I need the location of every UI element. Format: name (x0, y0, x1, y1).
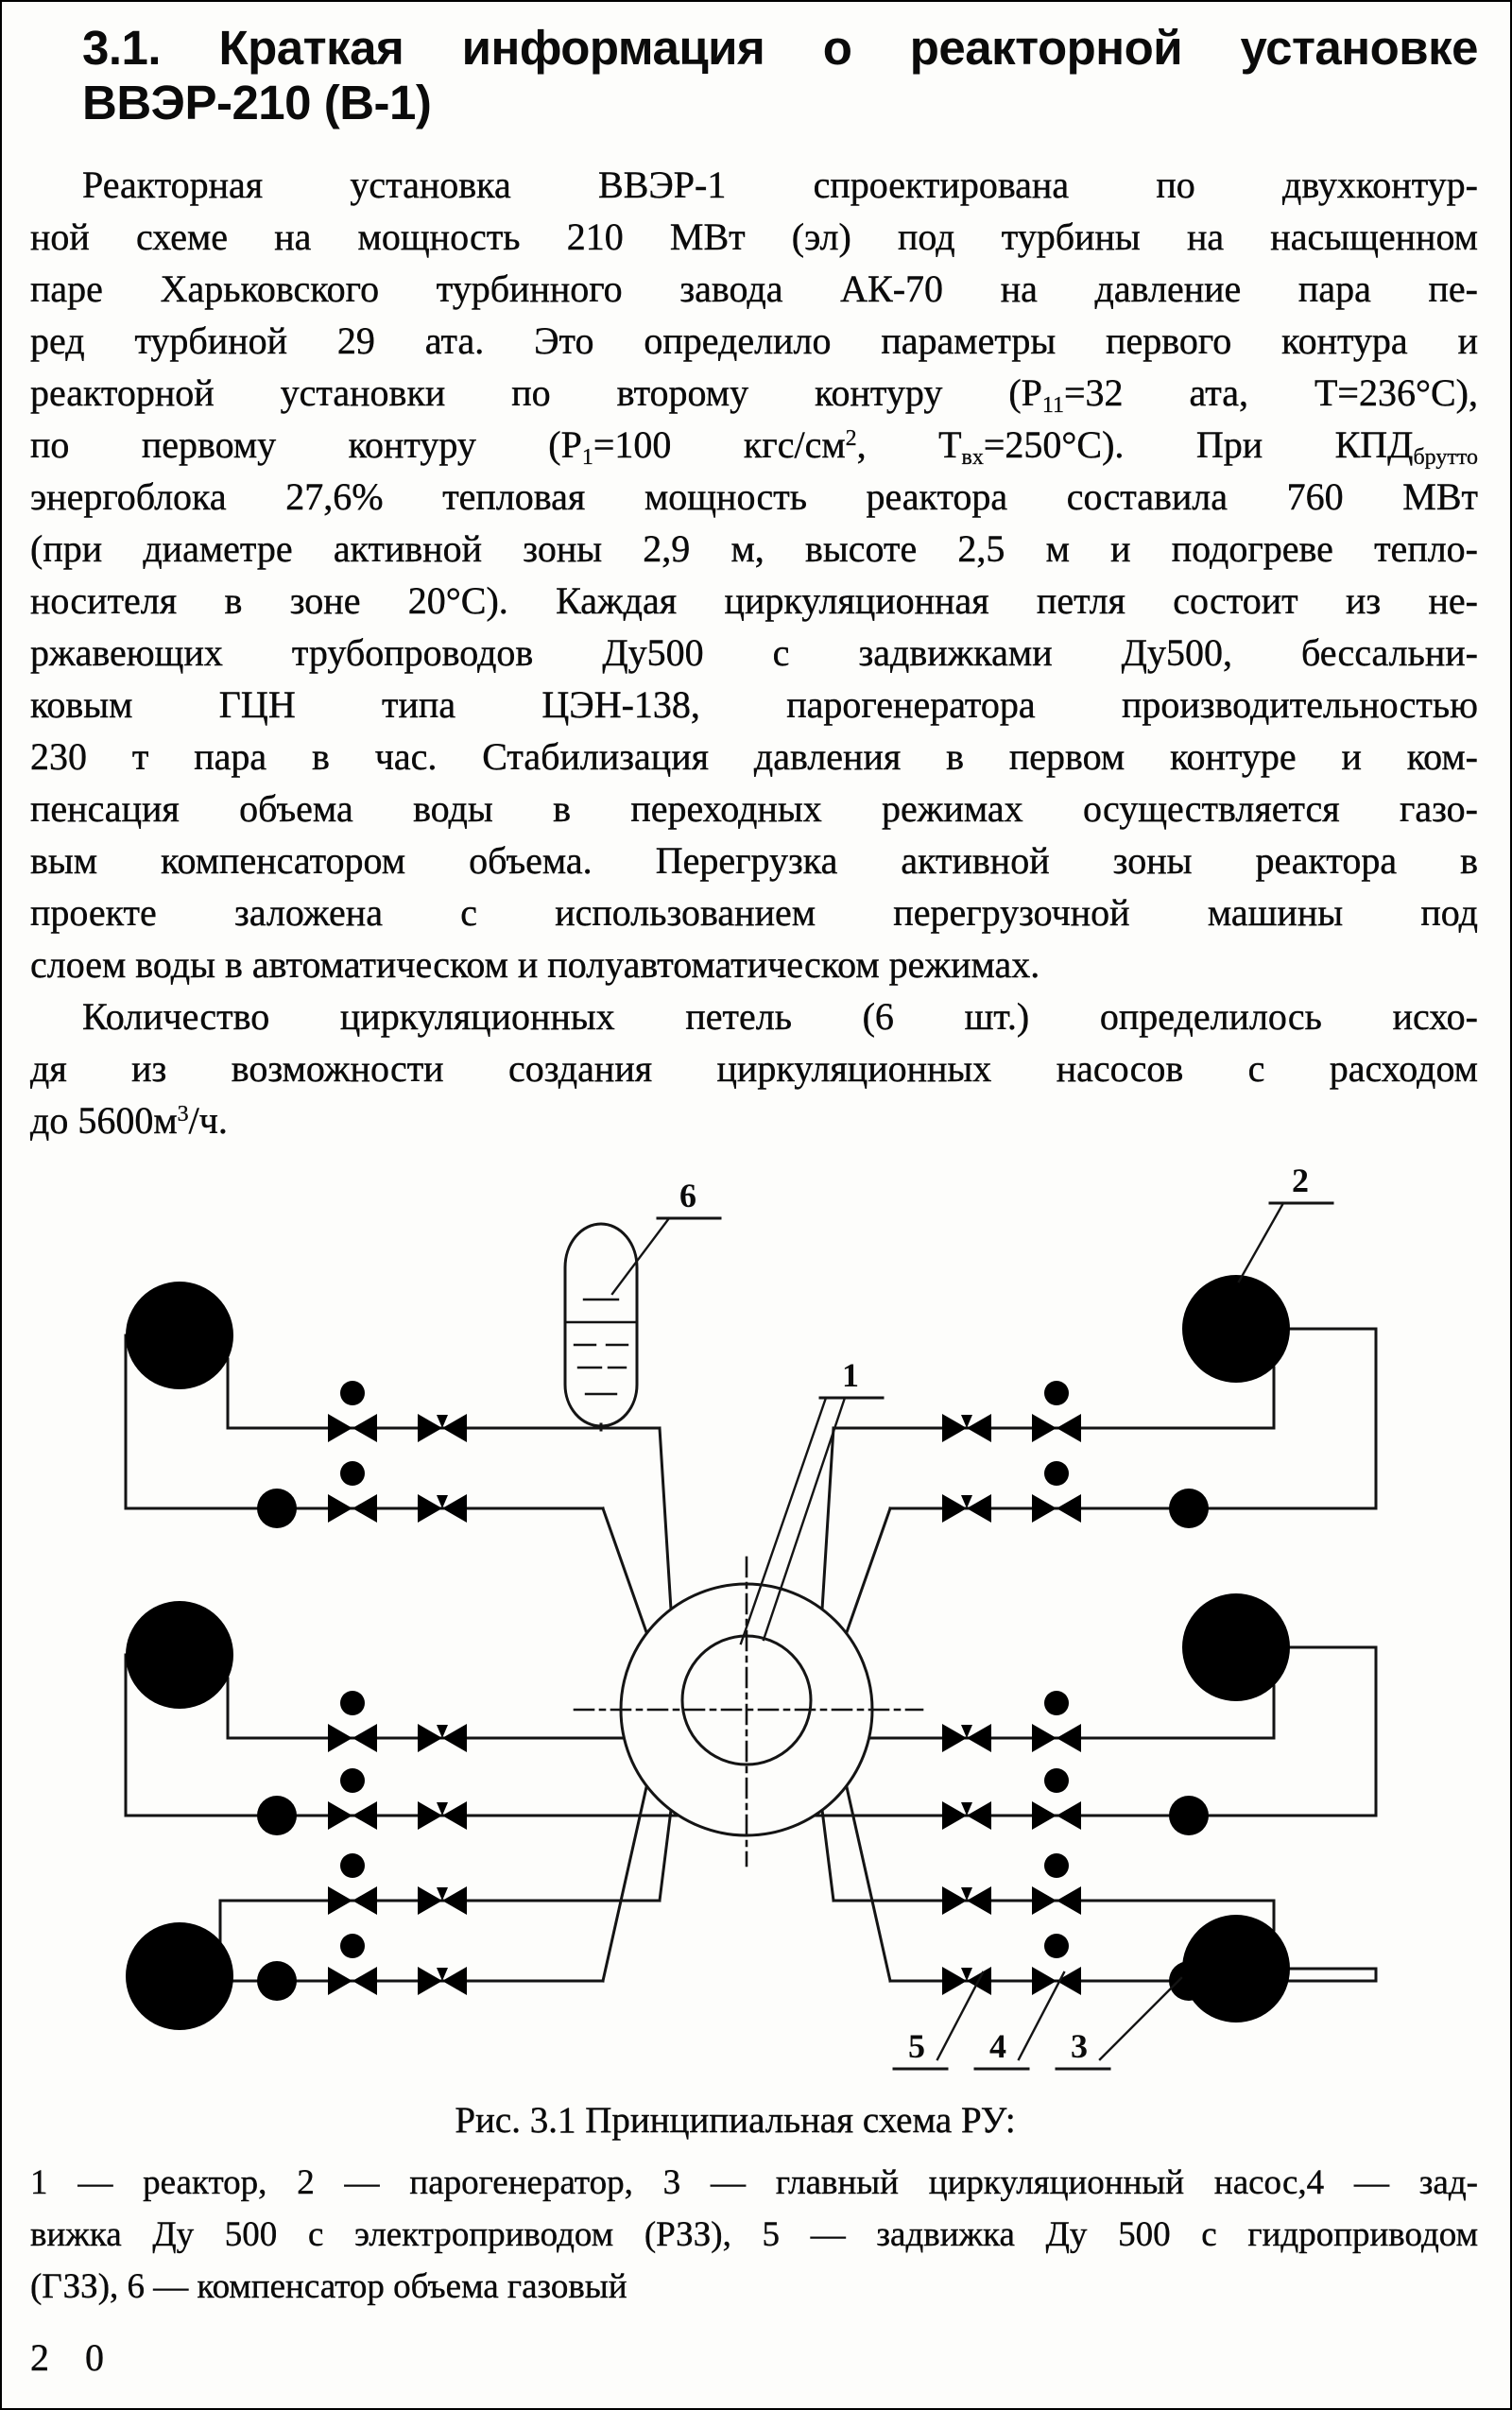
label-valve-hydraulic (894, 1972, 983, 2069)
text-line: проекте заложена с использованием перегрузочной машины под (30, 891, 1478, 934)
pipes-loop2-right (814, 1647, 1376, 1816)
text-line: реакторной установки по второму контуру ($Р_{11}=32$ ата, Т=236°С), (30, 371, 1478, 419)
gate-valve-hydraulic-icon (942, 1776, 991, 1830)
pump-icon (1169, 1961, 1209, 2001)
gate-valve-hydraulic-icon (942, 1388, 991, 1442)
pump-icon (257, 1961, 297, 2001)
figure-caption: Рис. 3.1 Принципиальная схема РУ: (455, 2100, 1016, 2141)
gate-valve-hydraulic-icon (418, 1469, 467, 1523)
body-text (30, 159, 1478, 1146)
gate-valve-hydraulic-icon (942, 1469, 991, 1523)
steam-generator-icon (121, 1282, 238, 1389)
steam-generator-icon (121, 1601, 238, 1709)
gate-valve-electric-icon (1032, 1461, 1081, 1523)
gate-valve-hydraulic-icon (418, 1388, 467, 1442)
text-line: вижка Ду 500 с электроприводом (РЗЗ), 5 — задвижка Ду 500 с гидроприводом (30, 2215, 1478, 2254)
text-line: пенсация объема воды в переходных режимах осуществляется газо- (30, 787, 1478, 830)
page-number: 2 0 (30, 2336, 117, 2379)
gate-valve-electric-icon (328, 1853, 377, 1915)
text-line: вым компенсатором объема. Перегрузка активной зоны реактора в (30, 839, 1478, 882)
text-line: ржавеющих трубопроводов Ду500 с задвижками Ду500, бессальни- (30, 631, 1478, 674)
text-line: энергоблока 27,6% тепловая мощность реактора составила 760 МВт (30, 475, 1478, 518)
pipes-loop1-right (822, 1329, 1376, 1632)
text-line: ной схеме на мощность 210 МВт (эл) под турбины на насыщенном (30, 215, 1478, 258)
gate-valve-electric-icon (328, 1768, 377, 1830)
text-line: по первому контуру ($Р_1=100$ кгс/$см^2$, $Т_{вх}=250^\circ С$). При $КПД_{брутто}$ (30, 423, 1479, 471)
figure (93, 1152, 1478, 2076)
text-line: Количество циркуляционных петель (6 шт.) определилось исхо- (82, 995, 1478, 1038)
gate-valve-hydraulic-icon (942, 1698, 991, 1752)
text-line: носителя в зоне 20°С). Каждая циркуляционная петля состоит из не- (30, 579, 1478, 622)
svg-text:5: 5 (908, 2027, 925, 2065)
gate-valve-electric-icon (328, 1461, 377, 1523)
figure-legend (30, 2157, 1478, 2313)
text-line: ковым ГЦН типа ЦЭН-138, парогенератора производительностью (30, 683, 1478, 726)
gate-valve-electric-icon (1032, 1853, 1081, 1915)
gate-valve-electric-icon (328, 1934, 377, 1995)
svg-text:3: 3 (1071, 2027, 1088, 2065)
gate-valve-hydraulic-icon (418, 1861, 467, 1915)
label-steam-generator (1239, 1162, 1332, 1282)
text-line: дя из возможности создания циркуляционных насосов с расходом (30, 1047, 1478, 1090)
compensator-icon (565, 1224, 637, 1430)
gate-valve-hydraulic-icon (418, 1698, 467, 1752)
gate-valve-hydraulic-icon (418, 1941, 467, 1995)
svg-text:6: 6 (679, 1177, 696, 1214)
schematic-diagram (93, 1152, 1416, 2076)
heading-line-1: 3.1. Краткая информация о реакторной установке (82, 21, 1478, 75)
gate-valve-electric-icon (328, 1381, 377, 1442)
steam-generator-icon (1177, 1593, 1295, 1701)
text-line: паре Харьковского турбинного завода АК-70 на давление пара пе- (30, 267, 1478, 310)
text-line: 230 т пара в час. Стабилизация давления в первом контуре и ком- (30, 735, 1478, 778)
heading-line-2: ВВЭР-210 (В-1) (82, 76, 432, 129)
text-line: 1 — реактор, 2 — парогенератор, 3 — главный циркуляционный насос,4 — зад- (30, 2163, 1478, 2202)
steam-generator-icon (1177, 1275, 1295, 1383)
gate-valve-electric-icon (1032, 1381, 1081, 1442)
pump-icon (257, 1796, 297, 1835)
text-line: (ГЗЗ), 6 — компенсатор объема газовый (30, 2267, 627, 2306)
pump-icon (257, 1489, 297, 1528)
gate-valve-electric-icon (1032, 1768, 1081, 1830)
gate-valve-hydraulic-icon (942, 1861, 991, 1915)
gate-valve-hydraulic-icon (418, 1776, 467, 1830)
gate-valve-electric-icon (328, 1691, 377, 1752)
pump-icon (1169, 1489, 1209, 1528)
svg-text:4: 4 (989, 2027, 1006, 2065)
text-line: слоем воды в автоматическом и полуавтоматическом режимах. (30, 943, 1040, 986)
text-line: Реакторная установка ВВЭР-1 спроектирована по двухконтур- (82, 164, 1478, 206)
svg-text:1: 1 (842, 1356, 859, 1394)
gate-valve-hydraulic-icon (942, 1941, 991, 1995)
section-heading (82, 21, 1478, 130)
svg-text:2: 2 (1292, 1162, 1309, 1199)
text-line: до $5600м^3/ч$. (30, 1099, 228, 1142)
text-line: ред турбиной 29 ата. Это определило параметры первого контура и (30, 319, 1478, 362)
gate-valve-electric-icon (1032, 1691, 1081, 1752)
text-line: (при диаметре активной зоны 2,9 м, высоте 2,5 м и подогреве тепло- (30, 527, 1478, 570)
pump-icon (1169, 1796, 1209, 1835)
